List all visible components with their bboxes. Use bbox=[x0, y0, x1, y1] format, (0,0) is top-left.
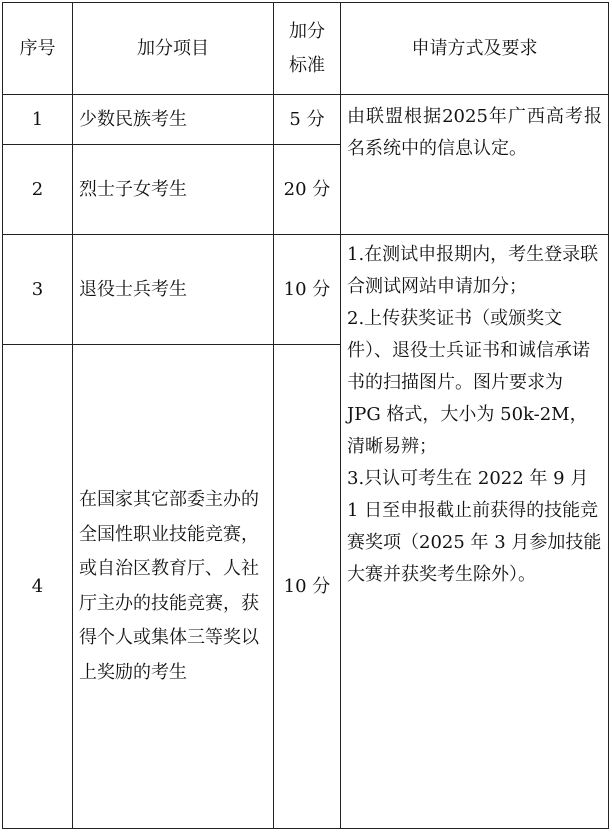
row-2-serial-no: 2 bbox=[3, 145, 73, 235]
table-row bbox=[3, 95, 609, 145]
method-step-1: 1.在测试申报期内，考生登录联合测试网站申请加分； bbox=[347, 244, 599, 297]
header-serial-no: 序号 bbox=[3, 3, 73, 95]
method-info-verification: 由联盟根据2025年广西高考报名系统中的信息认定。 bbox=[341, 95, 609, 235]
method-step-3: 3.只认可考生在 2022 年 9 月 1 日至申报截止前获得的技能竞赛奖项（2025 年 3 月参加技能大赛并获奖考生除外）。 bbox=[347, 468, 602, 585]
row-1-bonus-item: 少数民族考生 bbox=[73, 95, 274, 145]
method-step-2: 2.上传获奖证书（或颁奖文件）、退役士兵证书和诚信承诺书的扫描图片。图片要求为 JPG 格式，大小为 50k-2M，清晰易辨； bbox=[347, 308, 590, 457]
header-application-method: 申请方式及要求 bbox=[341, 3, 609, 95]
header-bonus-item: 加分项目 bbox=[73, 3, 274, 95]
header-row bbox=[3, 3, 609, 95]
row-2-bonus-item: 烈士子女考生 bbox=[73, 145, 274, 235]
row-3-bonus-score: 10 分 bbox=[274, 235, 341, 345]
table-row bbox=[3, 235, 609, 345]
row-4-serial-no: 4 bbox=[3, 345, 73, 829]
method-online-application bbox=[341, 235, 609, 829]
bonus-points-table bbox=[2, 2, 609, 829]
row-1-serial-no: 1 bbox=[3, 95, 73, 145]
row-4-bonus-score: 10 分 bbox=[274, 345, 341, 829]
row-2-bonus-score: 20 分 bbox=[274, 145, 341, 235]
row-3-bonus-item: 退役士兵考生 bbox=[73, 235, 274, 345]
row-4-bonus-item: 在国家其它部委主办的全国性职业技能竞赛，或自治区教育厅、人社厅主办的技能竞赛，获得个人或集体三等奖以上奖励的考生 bbox=[73, 345, 274, 829]
row-1-bonus-score: 5 分 bbox=[274, 95, 341, 145]
header-bonus-standard: 加分标准 bbox=[274, 3, 341, 95]
row-3-serial-no: 3 bbox=[3, 235, 73, 345]
